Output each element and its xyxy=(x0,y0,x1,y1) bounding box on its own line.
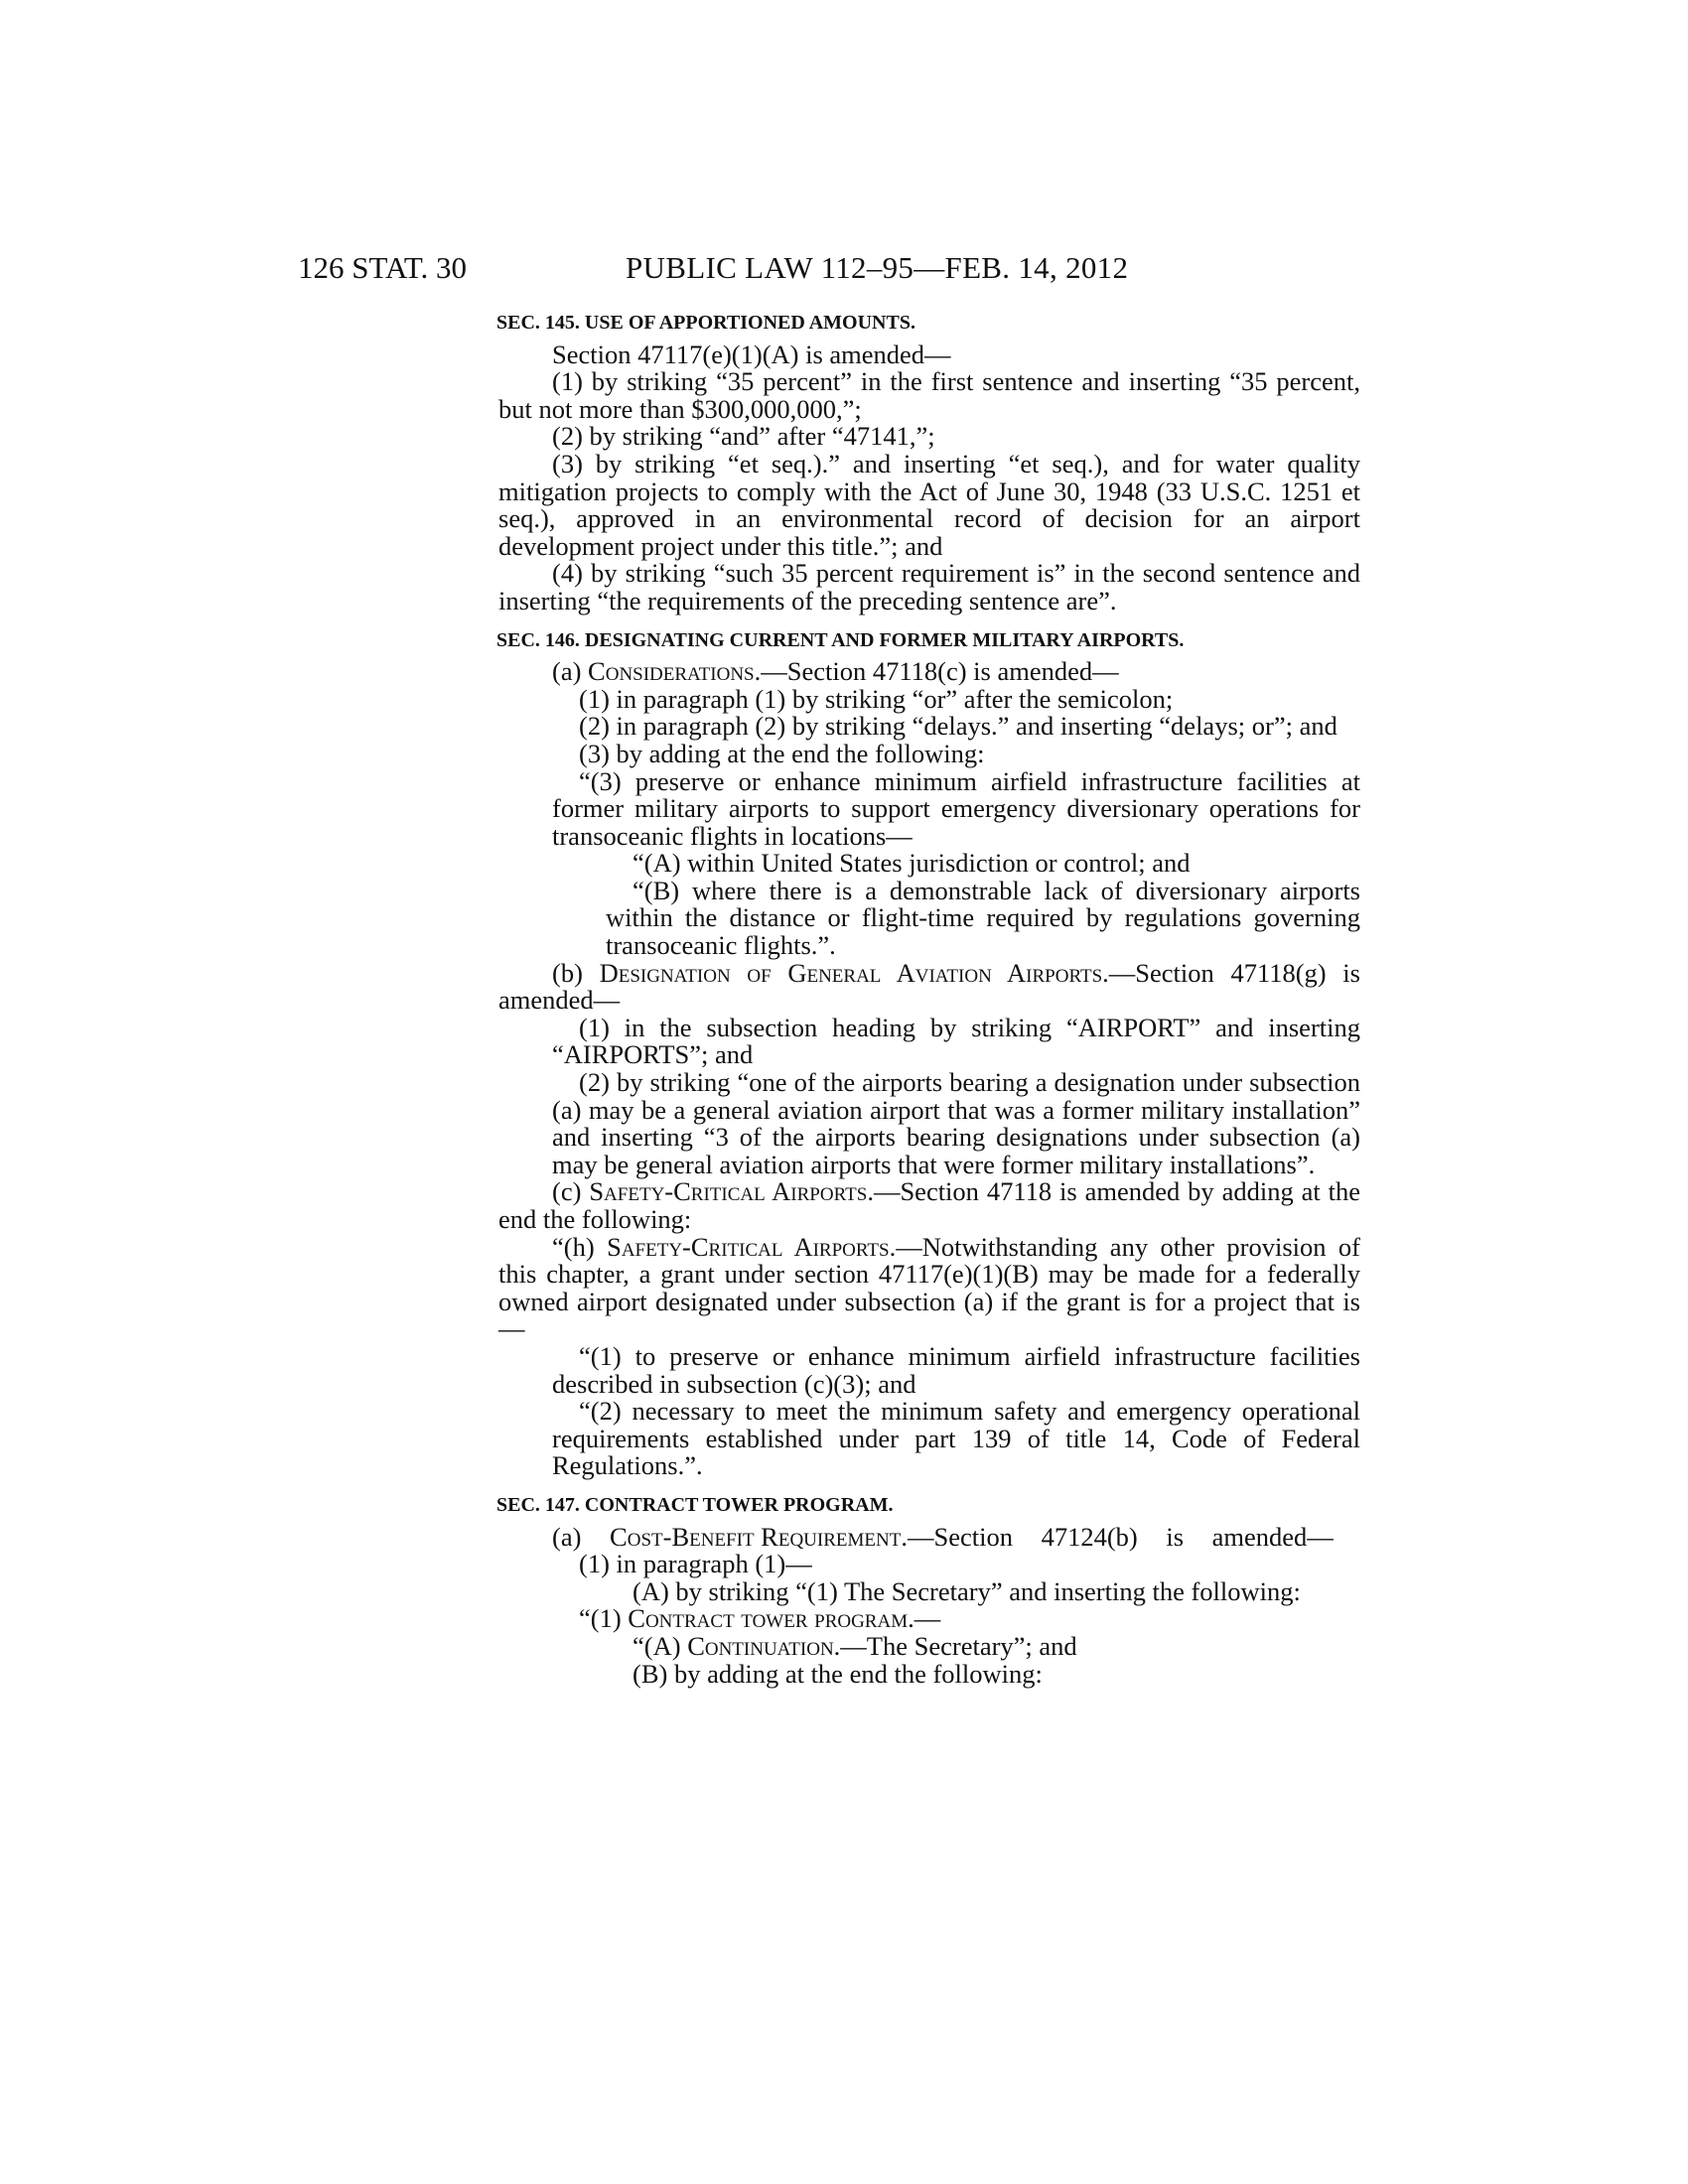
section-147-heading: SEC. 147. CONTRACT TOWER PROGRAM. xyxy=(496,1493,894,1516)
section-145-intro: Section 47117(e)(1)(A) is amended— xyxy=(552,339,951,369)
subsection-a-label: Considerations xyxy=(588,656,755,687)
section-145-item-3: (3) by striking “et seq.).” and inserting “et seq.), and for water quality mitigation projects to comply with the Act of June 30, 1948 (33 U.S.C. 1251 et seq.), approved in an environmental record of decision for an airport development project under this title.”; and xyxy=(498,448,1360,561)
section-145-heading: SEC. 145. USE OF APPORTIONED AMOUNTS. xyxy=(496,312,915,334)
section-145-item-4: (4) by striking “such 35 percent requirement is” in the second sentence and inserting “the requirements of the preceding sentence are”. xyxy=(498,558,1360,615)
section-146-a-quote-A: “(A) within United States jurisdiction or control; and xyxy=(633,848,1191,879)
section-146-h-item-2: “(2) necessary to meet the minimum safety and emergency operational requirements established under part 139 of title 14, Code of Federal Regulations.”. xyxy=(552,1396,1360,1481)
section-146-subsection-a: (a) Considerations.—Section 47118(c) is amended— xyxy=(552,656,1119,687)
statute-page-number: 126 STAT. 30 xyxy=(298,250,468,285)
section-146-a-quote-B: “(B) where there is a demonstrable lack of diversionary airports within the distance or flight-time required by regulations governing transoceanic flights.”. xyxy=(606,875,1360,961)
page-header xyxy=(298,244,1390,292)
section-147-sub-B: (B) by adding at the end the following: xyxy=(633,1658,1043,1689)
quote-a-label: Continuation xyxy=(687,1630,834,1661)
subsection-c-label: Safety-Critical Airports xyxy=(589,1176,868,1207)
section-146-b-item-1: (1) in the subsection heading by striking “AIRPORT” and inserting “AIRPORTS”; and xyxy=(552,1012,1360,1070)
section-145-item-2: (2) by striking “and” after “47141,”; xyxy=(552,421,935,452)
subsection-a-text: Section 47118(c) is amended— xyxy=(786,656,1119,687)
subsection-b-text: Section 47118(g) is amended— xyxy=(498,957,1360,1016)
section-146-subsection-c: (c) Safety-Critical Airports.—Section 47118 is amended by adding at the end the following: xyxy=(498,1176,1361,1234)
section-147-subsection-a: (a) Cost-Benefit Requirement.—Section 47124(b) is amended— xyxy=(552,1521,1334,1552)
section-146-h-item-1: “(1) to preserve or enhance minimum airfield infrastructure facilities described in subsection (c)(3); and xyxy=(552,1340,1360,1399)
section-146-a-quote-3: “(3) preserve or enhance minimum airfield infrastructure facilities at former military airports to support emergency diversionary operations for transoceanic flights in locations— xyxy=(552,765,1360,851)
section-147-quote-1: “(1) Contract tower program.— xyxy=(579,1603,941,1634)
subsection-b-label: Designation of General Aviation Airports xyxy=(599,957,1103,988)
subsection-h-text: Notwithstanding any other provision of this chapter, a grant under section 47117(e)(1)(B) may be made for a federally owned airport designated under subsection (a) if the grant is for a project that is— xyxy=(498,1231,1360,1344)
section-146-a-item-1: (1) in paragraph (1) by striking “or” after the semicolon; xyxy=(579,683,1174,714)
section-147-quote-A: “(A) Continuation.—The Secretary”; and xyxy=(633,1630,1077,1661)
quote-a-text: The Secretary”; and xyxy=(866,1630,1077,1661)
section-147-item-1: (1) in paragraph (1)— xyxy=(579,1549,812,1579)
public-law-citation: PUBLIC LAW 112–95—FEB. 14, 2012 xyxy=(626,250,1129,285)
section-146-heading: SEC. 146. DESIGNATING CURRENT AND FORMER MILITARY AIRPORTS. xyxy=(496,628,1185,651)
subsection-c-text: Section 47118 is amended by adding at the end the following: xyxy=(498,1176,1361,1234)
section-147-sub-A: (A) by striking “(1) The Secretary” and inserting the following: xyxy=(633,1575,1301,1606)
section-146-quote-h: “(h) Safety-Critical Airports.—Notwithstanding any other provision of this chapter, a grant under section 47117(e)(1)(B) may be made for a federally owned airport designated under subsection (a) if the grant is for a project that is— xyxy=(498,1231,1360,1344)
document-body xyxy=(498,310,1360,1688)
section-146-a-item-3: (3) by adding at the end the following: xyxy=(579,738,985,768)
subsection-a-text: Section 47124(b) is amended— xyxy=(933,1521,1334,1552)
subsection-a-label: Cost-Benefit Requirement xyxy=(610,1521,902,1552)
section-146-b-item-2: (2) by striking “one of the airports bearing a designation under subsection (a) may be a general aviation airport that was a former military installation” and inserting “3 of the airports bearing designations under subsection (a) may be general aviation airports that were former military installations”. xyxy=(552,1067,1360,1179)
section-146-subsection-b: (b) Designation of General Aviation Airports.—Section 47118(g) is amended— xyxy=(498,957,1360,1016)
section-146-a-item-2: (2) in paragraph (2) by striking “delays.” and inserting “delays; or”; and xyxy=(579,711,1337,742)
subsection-h-label: Safety-Critical Airports xyxy=(607,1231,890,1262)
section-145-item-1: (1) by striking “35 percent” in the first sentence and inserting “35 percent, but not more than $300,000,000,”; xyxy=(498,366,1360,424)
